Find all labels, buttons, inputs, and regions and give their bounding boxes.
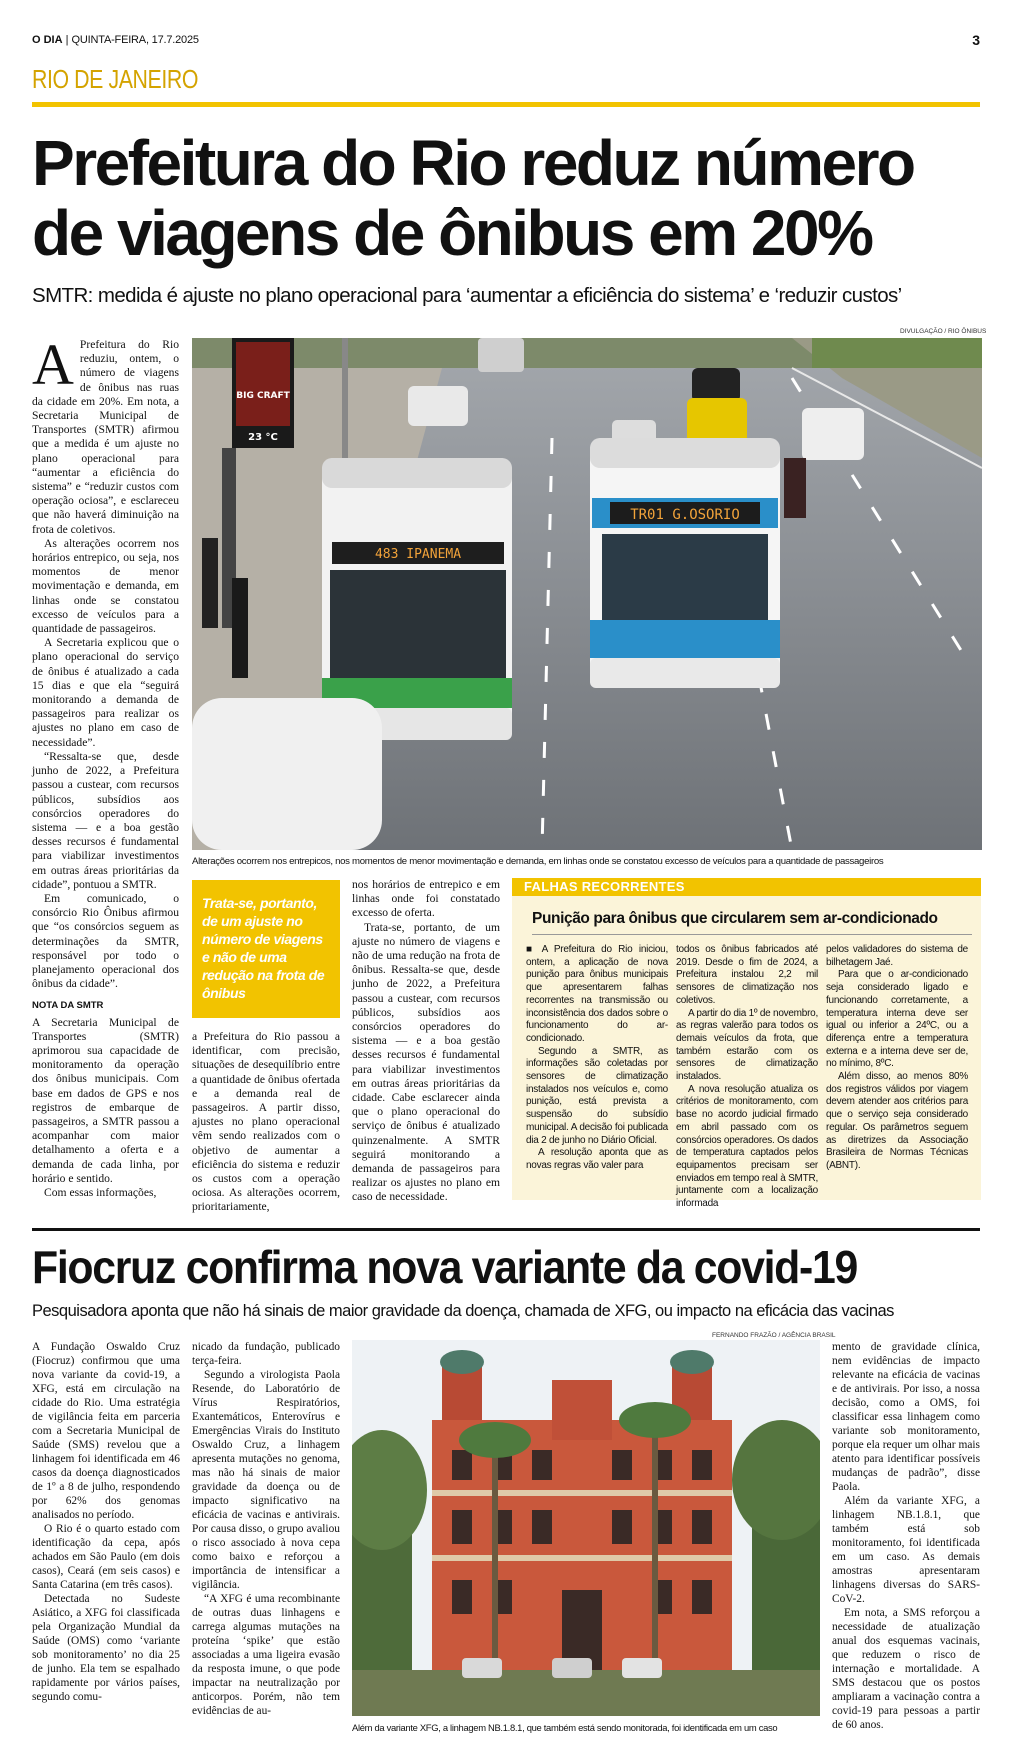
article2-paragraph: mento de gravidade clínica, nem evidências de impacto relevante na eficácia de vacinas e de antivirais. Por isso, a nossa decisão, como a OMS, foi classificar essa linhagem como variante sob monitoramento, porque ela requer um olhar mais atento para identificar possíveis mudanças de padrão”, disse Paola.: [832, 1341, 980, 1493]
box-paragraph: todos os ônibus fabricados até 2019. Desde o fim de 2024, a Prefeitura instalou 2,2 mil sensores de climatização nos coletivos.: [676, 944, 818, 1006]
pull-quote: Trata-se, portanto, de um ajuste no número de viagens e não de uma redução na frota de ônibus: [192, 880, 340, 1018]
article1-paragraph: As alterações ocorrem nos horários entrepico, ou seja, nos momentos de menor movimentação e demanda, em linhas onde se constatou excesso de veículos para a quantidade de passageiros.: [32, 536, 179, 636]
box-column-3: [826, 944, 968, 1173]
article1-paragraph: A Secretaria explicou que o plano operacional do serviço de ônibus é atualizado a cada 15 dias e que ela “seguirá monitorando a demanda de passageiros para realizar os ajustes no plano em caso de necessidade”.: [32, 636, 179, 749]
bus-photo: [192, 338, 982, 850]
article1-paragraph: Em comunicado, o consórcio Rio Ônibus afirmou que “os consórcios seguem as determinações da SMTR, responsável por todo o planejamento operacional dos ônibus da cidade”.: [32, 891, 179, 991]
article2-paragraph: “A XFG é uma recombinante de outras duas linhagens e carrega algumas mutações na proteína ‘spike’ que estão associadas a uma ligeira evasão da resposta imune, o que pode impactar na neutralização por anticorpos. Porém, não tem evidências de au-: [192, 1593, 340, 1717]
article2-paragraph: A Fundação Oswaldo Cruz (Fiocruz) confirmou que uma nova variante da covid-19, a XFG, está em circulação na cidade do Rio. Uma estratégia de vigilância feita em parceria com a Secretaria Municipal de Saúde (SMS) revelou que a linhagem foi identificada em 46 casos da doença diagnosticados de 1º a 8 de julho, respondendo por 62% dos genomas analisados no período.: [32, 1341, 180, 1521]
box-paragraph: Além disso, ao menos 80% dos registros válidos por viagem devem atender aos critérios para que o serviço seja considerado regular. Os parâmetros seguem as diretrizes da Associação Brasileira de Normas Técnicas (ABNT).: [826, 1071, 968, 1171]
page-header: [32, 34, 980, 54]
article1-paragraph: “Ressalta-se que, desde junho de 2022, a Prefeitura passou a custear, com recursos públicos, subsídios aos consórcios operadores do sistema — e a boa gestão desses recursos é fundamental para viabilizar investimentos em outras áreas prioritárias da cidade”, pontuou a SMTR.: [32, 749, 179, 891]
article2-column-3: [832, 1340, 980, 1732]
box-paragraph: A partir do dia 1º de novembro, as regras valerão para todos os demais veículos da frota, que também estarão com os sensores de climatização instalados.: [676, 1007, 818, 1083]
article1-headline-line1: Prefeitura do Rio reduz número: [32, 127, 914, 199]
box-label: FALHAS RECORRENTES: [512, 878, 981, 896]
box-paragraph: A nova resolução atualiza os critérios de monitoramento, com base no acordo judicial firmado em abril passado com os consórcios operadores. Os dados de temperatura captados pelos equipamentos precisam ser enviados em tempo real à SMTR, juntamente com a localização informada: [676, 1083, 818, 1210]
article1-paragraph: Trata-se, portanto, de um ajuste no número de viagens e não de uma redução na frota de ônibus. Ressalta-se que, desde junho de 2022, a Prefeitura passou a custear, com recursos públicos, subsídios aos consórcios operadores do sistema — e a boa gestão desses recursos é fundamental para viabilizar investimentos em outras áreas prioritárias da cidade. Cabe esclarecer ainda que o plano operacional do serviço de ônibus é atualizado quinzenalmente. A SMTR seguirá monitorando a demanda de passageiros para realizar os ajustes no plano em caso de necessidade.: [352, 920, 500, 1204]
article2-paragraph: Segundo a virologista Paola Resende, do Laboratório de Vírus Respiratórios, Exantemáticos, Enterovírus e Emergências Virais do Instituto Oswaldo Cruz, a linhagem apresenta mutações no genoma, mas não há sinais de maior gravidade da doença ou de impacto significativo na eficácia de vacinas e antivirais. Por causa disso, o grupo avaliou o risco associado à nova cepa como baixo e reforçou a importância de intensificar a vigilância.: [192, 1369, 340, 1591]
article1-paragraph: Com essas informações,: [44, 1185, 157, 1199]
box-paragraph: Para que o ar-condicionado seja considerado ligado e funcionando corretamente, a temperatura interna deve ser igual ou inferior a 24ºC, ou a diferença entre a temperatura externa e a interna deve ser de, no mínimo, 8ºC.: [826, 969, 968, 1070]
article2-paragraph: Detectada no Sudeste Asiático, a XFG foi classificada pela Organização Mundial da Saúde (OMS) como ‘variante sob monitoramento’ no dia 25 de junho. Ela tem se espalhado rapidamente por vários países, segundo comu-: [32, 1593, 180, 1703]
article1-paragraph: A Secretaria Municipal de Transportes (SMTR) aprimorou sua capacidade de monitoramento da operação dos ônibus municipais. Com base em dados de GPS e nos registros de embarque de passageiros, a SMTR passou a acompanhar com maior detalhamento a oferta e a demanda de cada linha, por horário e sentido.: [32, 1015, 179, 1185]
section-rule: [32, 102, 980, 107]
section-label: RIO DE JANEIRO: [32, 64, 199, 94]
article2-paragraph: Em nota, a SMS reforçou a necessidade de atualização anual dos esquemas vacinais, que reduzem o risco de internação e mortalidade. A SMS destacou que os postos ampliaram a vacinação contra a covid-19 para pessoas a partir de 60 anos.: [832, 1607, 980, 1731]
dropcap: A: [32, 332, 74, 397]
article1-column-2: [192, 1030, 340, 1215]
article-divider: [32, 1228, 980, 1231]
article2-paragraph: Além da variante XFG, a linhagem NB.1.8.1, que também está sob monitoramento, foi identificada em um caso. As demais amostras apresentaram linhagens diversas do SARS-CoV-2.: [832, 1495, 980, 1605]
page-number: 3: [972, 32, 980, 48]
photo2-caption: Além da variante XFG, a linhagem NB.1.8.1, que também está sendo monitorada, foi identificada em um caso: [352, 1722, 778, 1733]
article1-paragraph: nos horários de entrepico e em linhas onde foi constatado excesso de oferta.: [352, 878, 500, 920]
castle-photo-illustration: [352, 1340, 820, 1716]
article2-headline: Fiocruz confirma nova variante da covid-19: [32, 1241, 857, 1293]
box-paragraph: [526, 944, 668, 1046]
box-paragraph: A resolução aponta que as novas regras vão valer para: [526, 1147, 668, 1171]
newspaper-brand: O DIA: [32, 34, 63, 46]
edition-date: QUINTA-FEIRA, 17.7.2025: [71, 34, 199, 46]
article1-headline-line2: de viagens de ônibus em 20%: [32, 197, 872, 269]
bus-right-destination: TR01 G.OSORIO: [630, 507, 740, 523]
photo1-caption: Alterações ocorrem nos entrepicos, nos momentos de menor movimentação e demanda, em linhas onde se constatou excesso de veículos para a quantidade de passageiros: [192, 856, 884, 867]
box-paragraph-text: A Prefeitura do Rio iniciou, ontem, a aplicação de nova punição para ônibus municipais que apresentarem falhas recorrentes na transmissão ou inconsistência dos dados sobre o funcionamento do ar-condicionado.: [526, 944, 668, 1044]
article1-headline: [32, 128, 982, 268]
article2-column-2: [192, 1340, 340, 1718]
article2-column-1: [32, 1340, 180, 1704]
box-column-2: [676, 944, 818, 1211]
article1-column-1: [32, 332, 179, 1208]
fiocruz-castle-photo: [352, 1340, 820, 1716]
article1-subhead: SMTR: medida é ajuste no plano operacional para ‘aumentar a eficiência do sistema’ e ‘reduzir custos’: [32, 284, 902, 307]
photo1-credit: DIVULGAÇÃO / RIO ÔNIBUS: [900, 328, 987, 335]
box-rule: [532, 934, 972, 935]
box-column-1: [526, 944, 668, 1173]
box-paragraph: pelos validadores do sistema de bilhetagem Jaé.: [826, 944, 968, 968]
box-title: Punição para ônibus que circularem sem ar-condicionado: [532, 910, 938, 927]
article1-paragraph: Prefeitura do Rio reduziu, ontem, o número de viagens de ônibus nas ruas da cidade em 20%. Em nota, a Secretaria Municipal de Transportes (SMTR) afirmou que a medida é um ajuste no plano operacional para “aumentar a eficiência do sistema” e “reduzir custos com operação ociosa”, e esclareceu que não haverá diminuição na frota de coletivos.: [32, 338, 179, 536]
billboard-text: BIG CRAFT: [236, 391, 290, 401]
article2-subhead: Pesquisadora aponta que não há sinais de maior gravidade da doença, chamada de XFG, ou impacto na eficácia das vacinas: [32, 1302, 894, 1320]
photo2-credit: FERNANDO FRAZÃO / AGÊNCIA BRASIL: [712, 1332, 836, 1339]
article1-column-3: [352, 878, 500, 1205]
article2-paragraph: O Rio é o quarto estado com identificação da cepa, após achados em São Paulo (em dois casos), Ceará (em seis casos) e Santa Catarina (em três casos).: [32, 1523, 180, 1591]
billboard-temperature: 23 °C: [248, 432, 278, 443]
header-separator: |: [65, 34, 72, 46]
bus-left-destination: 483 IPANEMA: [374, 547, 462, 562]
sidebar-box: [512, 878, 981, 1210]
bus-photo-illustration: [192, 338, 982, 850]
box-paragraph: Segundo a SMTR, as informações são coletadas por sensores de climatização instalados nos veículos e, como punição, está prevista a suspensão do subsídio municipal. A decisão foi publicada dia 2 de junho no Diário Oficial.: [526, 1045, 668, 1146]
article2-paragraph: nicado da fundação, publicado terça-feira.: [192, 1341, 340, 1367]
square-bullet-icon: ■: [526, 944, 536, 955]
article1-paragraph: a Prefeitura do Rio passou a identificar, com precisão, situações de desequilíbrio entre a quantidade de ônibus ofertada e a demanda real de passageiros. A partir disso, ajustes no plano operacional vêm sendo realizados com o objetivo de aumentar a eficiência do sistema e reduzir os custos com a operação ociosa. As alterações ocorrem, prioritariamente,: [192, 1030, 340, 1214]
nota-smtr-heading: NOTA DA SMTR: [32, 1000, 104, 1012]
